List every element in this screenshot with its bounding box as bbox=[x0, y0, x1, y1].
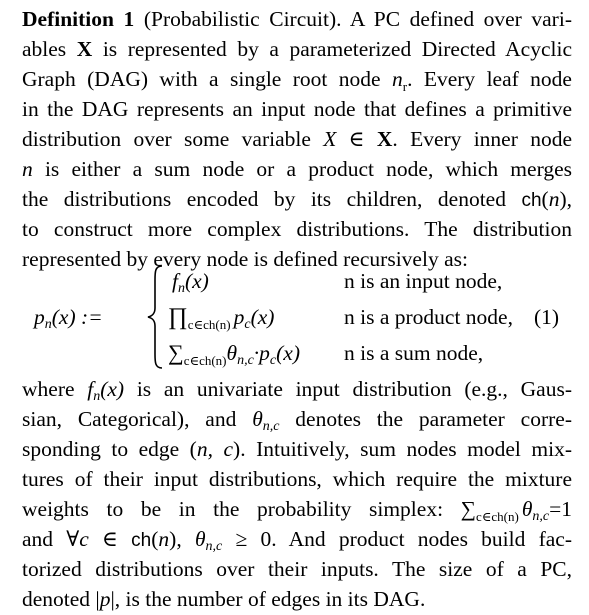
text-line: weights to be in the probability simplex: $\sum_{c\in ch(n)}$ $\theta_{n,c}=1$ bbox=[22, 497, 572, 524]
math-bold-X: X bbox=[76, 37, 93, 61]
text-span: distribution over some variable bbox=[22, 127, 324, 151]
text-span: in the DAG represents an input node that defines a primitive bbox=[22, 97, 572, 121]
text-span: Every leaf node bbox=[412, 67, 572, 91]
text-line bbox=[22, 154, 572, 184]
text-span: ( bbox=[541, 187, 549, 211]
text-line bbox=[22, 4, 572, 34]
math-sub: r bbox=[402, 79, 408, 94]
text-line: tures of their input distributions, which require the mixture bbox=[22, 467, 572, 491]
text-span: ), bbox=[559, 187, 572, 211]
math-n: n bbox=[548, 187, 560, 211]
text-span: . Every inner node bbox=[392, 127, 572, 151]
text-span: (Probabilistic Circuit). A PC defined over vari- bbox=[134, 7, 572, 31]
text-line bbox=[22, 64, 572, 94]
math-n: n bbox=[391, 67, 403, 91]
text-line: and ∀c ∈ ch(n), $\theta_{n,c} \ge 0$. And product nodes build fac- bbox=[22, 527, 572, 554]
text-line bbox=[22, 214, 572, 244]
case-input-cond: n is an input node, bbox=[344, 269, 503, 293]
definition-label: Definition 1 bbox=[22, 7, 135, 31]
case-input-expr: $f_n(x)$ bbox=[172, 269, 209, 296]
text-span: is represented by a parameterized Directed Acyclic bbox=[92, 37, 572, 61]
text-span: . bbox=[407, 67, 413, 91]
text-line: torized distributions over their inputs. The size of a PC, bbox=[22, 557, 572, 581]
math-in: ∈ bbox=[336, 127, 377, 151]
text-span: ables bbox=[22, 37, 77, 61]
math-ch: ch bbox=[521, 190, 542, 211]
math-X: X bbox=[323, 127, 337, 151]
text-line: sian, Categorical), and $\theta_{n,c}$ denotes the parameter corre- bbox=[22, 407, 572, 434]
equation-lhs: $p_n(x)$ := bbox=[34, 305, 103, 332]
text-line bbox=[22, 34, 572, 64]
left-brace bbox=[146, 264, 166, 370]
equation-1 bbox=[22, 262, 582, 372]
text-line bbox=[22, 124, 572, 154]
math-n: n bbox=[22, 157, 33, 181]
text-line: denoted |p|, is the number of edges in its DAG. bbox=[22, 587, 426, 611]
text-span: represented by every node is defined recursively as: bbox=[22, 247, 468, 271]
text-span: Graph (DAG) with a single root node bbox=[22, 67, 392, 91]
text-line bbox=[22, 184, 572, 214]
case-product-expr: $\prod_{c\in ch(n)}$ $p_c(x)$ bbox=[168, 304, 275, 332]
text-span: is either a sum node or a product node, which merges bbox=[32, 157, 572, 181]
text-line bbox=[22, 94, 572, 124]
equation-number: (1) bbox=[534, 305, 560, 329]
case-sum-expr: $\sum_{c\in ch(n)}\theta_{n,c}\cdot p_c(x)$ bbox=[168, 340, 301, 368]
math-bold-X: X bbox=[376, 127, 393, 151]
text-span: the distributions encoded by its children, denoted bbox=[22, 187, 522, 211]
case-sum-cond: n is a sum node, bbox=[344, 341, 484, 365]
text-line: sponding to edge (n, c). Intuitively, sum nodes model mix- bbox=[22, 437, 573, 461]
case-product-cond: n is a product node, bbox=[344, 305, 513, 329]
text-span: to construct more complex distributions. The distribution bbox=[22, 217, 572, 241]
text-line: where $f_n(x)$ is an univariate input distribution (e.g., Gaus- bbox=[22, 377, 572, 404]
